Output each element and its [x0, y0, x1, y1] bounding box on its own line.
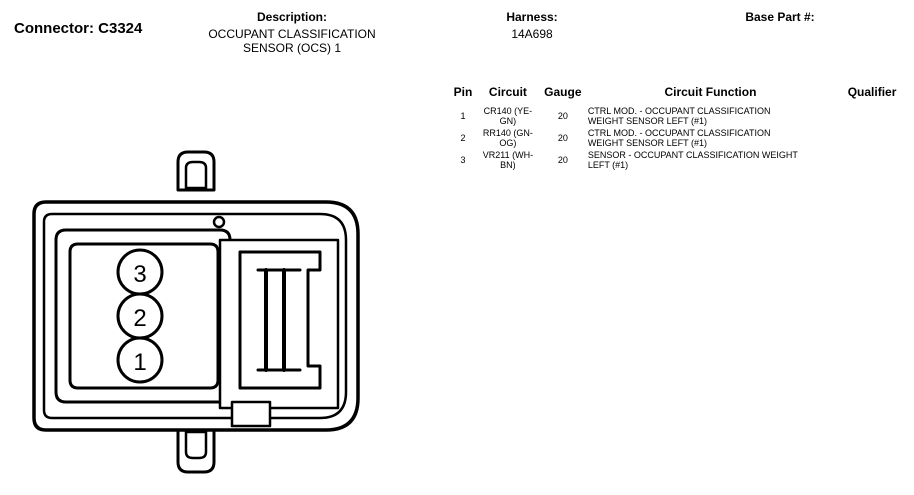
circuit-line-1: VR211 (WH- [482, 150, 534, 160]
circuit-line-1: CR140 (YE- [483, 106, 533, 116]
table-row [452, 127, 907, 149]
base-part-heading: Base Part #: [745, 10, 815, 24]
cell-pin: 3 [460, 155, 466, 165]
cell-gauge: 20 [557, 111, 568, 121]
harness-value: 14A698 [511, 27, 553, 41]
header [0, 0, 914, 60]
description-line-2: SENSOR (OCS) 1 [242, 41, 341, 55]
cell-function [584, 149, 837, 171]
table-row [452, 149, 907, 171]
bottom-latch-tab-inner [186, 432, 206, 458]
function-line-2: WEIGHT SENSOR LEFT (#1) [587, 138, 708, 148]
pin-table [452, 85, 907, 171]
function-line-2: LEFT (#1) [587, 160, 629, 170]
cell-function [584, 127, 837, 149]
cell-function [584, 105, 837, 127]
table-row [452, 105, 907, 127]
keyway-shape [240, 252, 320, 388]
cell-gauge: 20 [557, 155, 568, 165]
cavity-number-2: 2 [133, 305, 147, 332]
column-header-pin: Pin [453, 85, 473, 99]
table-header-row [452, 85, 907, 105]
alignment-dot [214, 217, 224, 227]
function-line-1: SENSOR - OCCUPANT CLASSIFICATION WEIGHT [587, 150, 798, 160]
cell-circuit [474, 127, 542, 149]
cell-qualifier [837, 127, 907, 149]
function-line-1: CTRL MOD. - OCCUPANT CLASSIFICATION [587, 106, 771, 116]
function-line-2: WEIGHT SENSOR LEFT (#1) [587, 116, 708, 126]
bottom-notch [232, 402, 270, 426]
connector-diagram [8, 130, 428, 490]
column-header-gauge: Gauge [544, 85, 582, 99]
cell-qualifier [837, 149, 907, 171]
column-header-function: Circuit Function [664, 85, 757, 99]
cell-gauge: 20 [557, 133, 568, 143]
cavity-number-3: 3 [133, 261, 147, 288]
harness-block [452, 10, 612, 41]
cavity-number-1: 1 [133, 349, 147, 376]
circuit-line-2: GN) [499, 116, 517, 126]
cell-qualifier [837, 105, 907, 127]
connector-face-drawing [8, 130, 428, 490]
column-header-circuit: Circuit [488, 85, 527, 99]
description-line-1: OCCUPANT CLASSIFICATION [208, 27, 376, 41]
cell-circuit [474, 105, 542, 127]
cell-circuit [474, 149, 542, 171]
circuit-line-1: RR140 (GN- [482, 128, 533, 138]
cell-pin: 2 [460, 133, 466, 143]
connector-id-label: Connector: C3324 [14, 20, 143, 37]
circuit-line-2: BN) [500, 160, 516, 170]
cell-pin: 1 [460, 111, 466, 121]
top-latch-tab-inner [186, 162, 206, 188]
base-part-block [700, 10, 860, 24]
circuit-line-2: OG) [499, 138, 517, 148]
description-block [186, 10, 398, 55]
description-heading: Description: [256, 10, 327, 24]
harness-heading: Harness: [506, 10, 558, 24]
function-line-1: CTRL MOD. - OCCUPANT CLASSIFICATION [587, 128, 771, 138]
column-header-qualifier: Qualifier [847, 85, 897, 99]
